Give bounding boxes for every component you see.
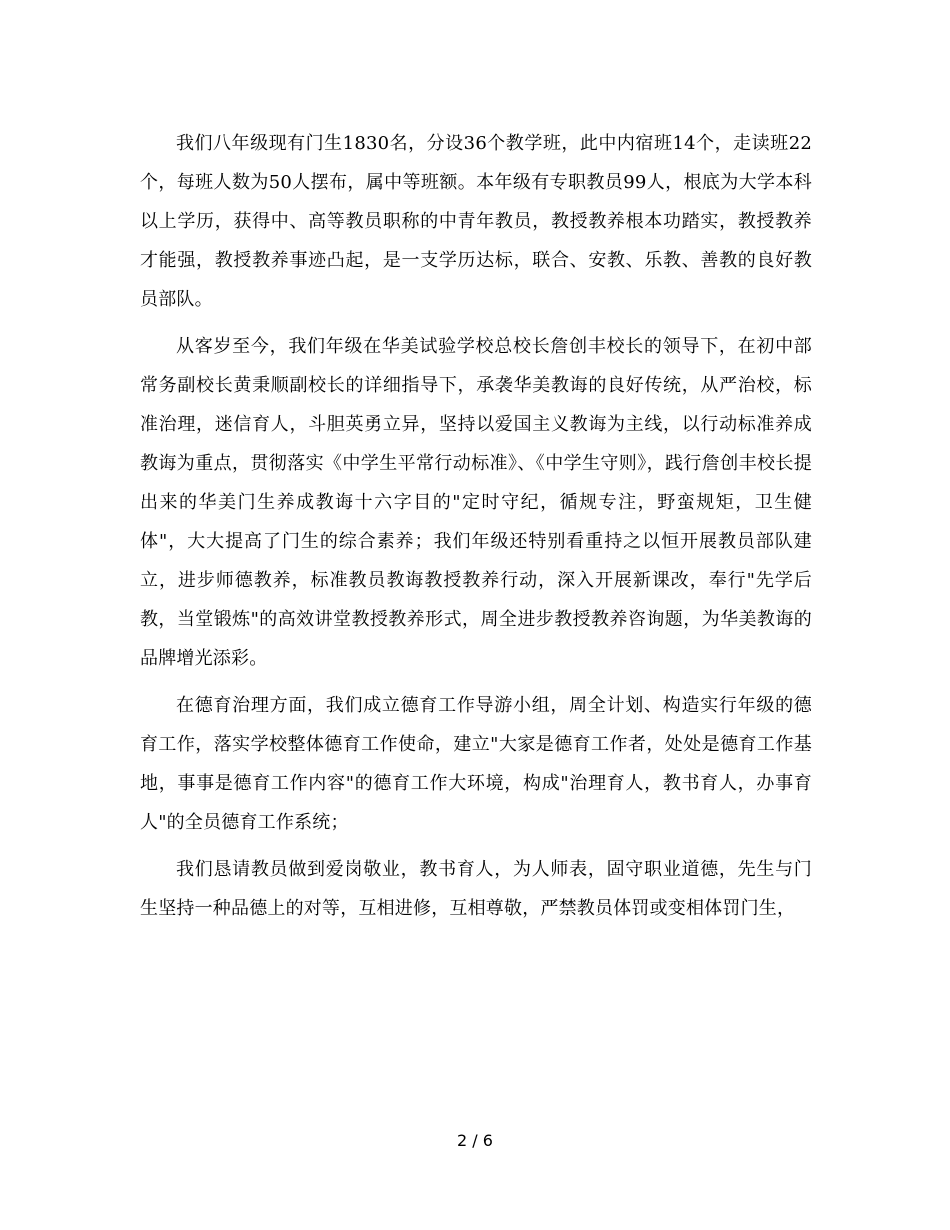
page-number: 2 / 6 bbox=[457, 1131, 493, 1150]
paragraph-1: 我们八年级现有门生1830名，分设36个教学班，此中内宿班14个，走读班22个，每班人数为50人摆布，属中等班额。本年级有专职教员99人，根底为大学本科以上学历，获得中、高等教员职称的中青年教员，教授教养根本功踏实，教授教养才能强，教授教养事迹凸起，是一支学历达标，联合、安教、乐教、善教的良好教员部队。 bbox=[140, 133, 812, 310]
paragraph-4: 我们恳请教员做到爱岗敬业，教书育人，为人师表，固守职业道德，先生与门生坚持一种品德上的对等，互相进修，互相尊敬，严禁教员体罚或变相体罚门生， bbox=[140, 859, 812, 919]
paragraph-3: 在德育治理方面，我们成立德育工作导游小组，周全计划、构造实行年级的德育工作，落实学校整体德育工作使命，建立"大家是德育工作者，处处是德育工作基地，事事是德育工作内容"的德育工作大环境，构成"治理育人，教书育人，办事育人"的全员德育工作系统； bbox=[140, 695, 812, 833]
document-body bbox=[140, 124, 812, 936]
paragraph-2: 从客岁至今，我们年级在华美试验学校总校长詹创丰校长的领导下，在初中部常务副校长黄秉顺副校长的详细指导下，承袭华美教诲的良好传统，从严治校，标准治理，迷信育人，斗胆英勇立异，坚持以爱国主义教诲为主线，以行动标准养成教诲为重点，贯彻落实《中学生平常行动标准》、《中学生守则》，践行詹创丰校长提出来的华美门生养成教诲十六字目的"定时守纪，循规专注，野蛮规矩，卫生健体"，大大提高了门生的综合素养；我们年级还特别看重持之以恒开展教员部队建立，进步师德教养，标准教员教诲教授教养行动，深入开展新课改，奉行"先学后教，当堂锻炼"的高效讲堂教授教养形式，周全进步教授教养咨询题，为华美教诲的品牌增光添彩。 bbox=[140, 336, 812, 669]
